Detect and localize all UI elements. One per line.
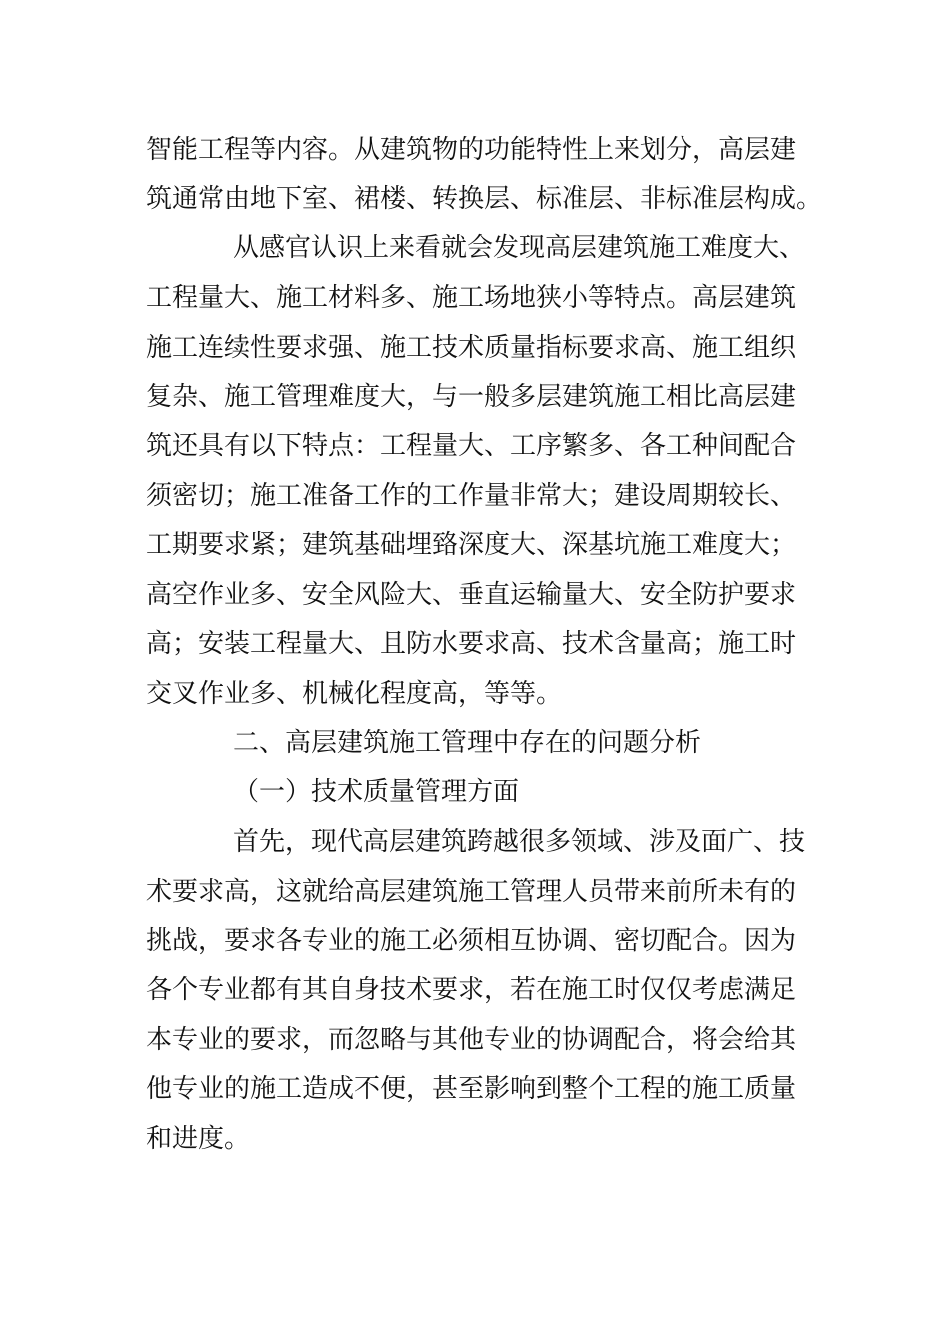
text-line: 从感官认识上来看就会发现高层建筑施工难度大、 <box>233 233 806 263</box>
text-line: 智能工程等内容。从建筑物的功能特性上来划分，高层建 <box>146 135 797 165</box>
text-line: 复杂、施工管理难度大，与一般多层建筑施工相比高层建 <box>146 382 797 412</box>
text-line: 筑还具有以下特点：工程量大、工序繁多、各工种间配合 <box>146 431 797 461</box>
text-line: 术要求高，这就给高层建筑施工管理人员带来前所未有的 <box>146 877 797 907</box>
text-line: 首先，现代高层建筑跨越很多领域、涉及面广、技 <box>233 827 806 857</box>
text-line: 和进度。 <box>146 1124 251 1154</box>
text-line: 工期要求紧；建筑基础埋臵深度大、深基坑施工难度大； <box>146 530 797 560</box>
subsection-heading: （一）技术质量管理方面 <box>233 777 520 807</box>
section-heading: 二、高层建筑施工管理中存在的问题分析 <box>233 728 702 758</box>
text-line: 工程量大、施工材料多、施工场地狭小等特点。高层建筑 <box>146 283 797 313</box>
text-line: 他专业的施工造成不便，甚至影响到整个工程的施工质量 <box>146 1074 797 1104</box>
text-line: 高空作业多、安全风险大、垂直运输量大、安全防护要求 <box>146 580 797 610</box>
text-line: 各个专业都有其自身技术要求，若在施工时仅仅考虑满足 <box>146 975 797 1005</box>
text-line: 本专业的要求，而忽略与其他专业的协调配合，将会给其 <box>146 1025 797 1055</box>
text-line: 筑通常由地下室、裙楼、转换层、标准层、非标准层构成。 <box>146 184 823 214</box>
text-line: 挑战，要求各专业的施工必须相互协调、密切配合。因为 <box>146 926 797 956</box>
text-line: 高；安装工程量大、且防水要求高、技术含量高；施工时 <box>146 629 797 659</box>
text-line: 施工连续性要求强、施工技术质量指标要求高、施工组织 <box>146 333 797 363</box>
text-line: 须密切；施工准备工作的工作量非常大；建设周期较长、 <box>146 481 797 511</box>
text-line: 交叉作业多、机械化程度高，等等。 <box>146 679 563 709</box>
